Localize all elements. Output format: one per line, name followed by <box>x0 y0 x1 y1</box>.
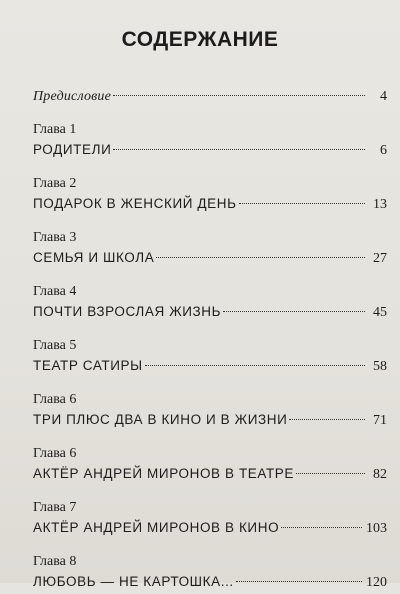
dot-leader <box>281 527 362 528</box>
toc-entry-chapter-7 <box>33 499 387 539</box>
dot-leader <box>113 149 365 150</box>
page-number: 120 <box>366 575 387 590</box>
toc-entry-chapter-4 <box>33 283 387 323</box>
toc-entry-chapter-6a <box>33 391 387 431</box>
chapter-label: Глава 6 <box>33 446 77 461</box>
dot-leader <box>289 419 365 420</box>
page-number: 27 <box>373 251 387 266</box>
chapter-title: ПОЧТИ ВЗРОСЛАЯ ЖИЗНЬ <box>33 304 222 319</box>
toc-entry-chapter-3 <box>33 229 387 269</box>
page-number: 103 <box>366 521 387 536</box>
chapter-label: Глава 6 <box>33 392 77 407</box>
chapter-title: ЛЮБОВЬ — НЕ КАРТОШКА... <box>33 574 234 589</box>
chapter-title: СЕМЬЯ И ШКОЛА <box>33 250 155 265</box>
dot-leader <box>296 473 365 474</box>
chapter-label: Глава 4 <box>33 284 77 299</box>
toc-entry-chapter-8 <box>33 553 387 593</box>
chapter-title: ТРИ ПЛЮС ДВА В КИНО И В ЖИЗНИ <box>33 412 288 427</box>
chapter-label: Глава 3 <box>33 230 77 245</box>
dot-leader <box>236 581 362 582</box>
toc-line <box>33 139 387 161</box>
toc-line <box>33 517 387 539</box>
toc-line <box>33 571 387 593</box>
toc-entry-chapter-2 <box>33 175 387 215</box>
toc-entry-chapter-1 <box>33 121 387 161</box>
dot-leader <box>145 365 365 366</box>
chapter-label: Глава 7 <box>33 500 77 515</box>
chapter-title: АКТЁР АНДРЕЙ МИРОНОВ В ТЕАТРЕ <box>33 466 295 481</box>
page-number: 6 <box>380 143 387 158</box>
page-number: 4 <box>380 89 387 104</box>
page-title: СОДЕРЖАНИЕ <box>121 28 279 51</box>
dot-leader <box>239 203 365 204</box>
chapter-label: Глава 1 <box>33 122 77 137</box>
page-number: 13 <box>373 197 387 212</box>
toc-line <box>33 463 387 485</box>
page-number: 71 <box>373 413 387 428</box>
toc-entry-chapter-5 <box>33 337 387 377</box>
preface-title: Предисловие <box>33 89 112 104</box>
chapter-label: Глава 8 <box>33 554 77 569</box>
chapter-title: РОДИТЕЛИ <box>33 142 112 157</box>
dot-leader <box>223 311 365 312</box>
toc-line <box>33 193 387 215</box>
page-number: 58 <box>373 359 387 374</box>
chapter-title: ТЕАТР САТИРЫ <box>33 358 143 373</box>
page-number: 45 <box>373 305 387 320</box>
chapter-title: ПОДАРОК В ЖЕНСКИЙ ДЕНЬ <box>33 196 237 211</box>
toc-line <box>33 355 387 377</box>
chapter-title: АКТЁР АНДРЕЙ МИРОНОВ В КИНО <box>33 520 280 535</box>
toc-line <box>33 409 387 431</box>
toc-entry-chapter-6b <box>33 445 387 485</box>
page-number: 82 <box>373 467 387 482</box>
dot-leader <box>156 257 365 258</box>
dot-leader <box>113 95 365 96</box>
chapter-label: Глава 5 <box>33 338 77 353</box>
toc-line <box>33 247 387 269</box>
table-of-contents <box>33 86 387 593</box>
toc-line <box>33 301 387 323</box>
chapter-label: Глава 2 <box>33 176 77 191</box>
toc-entry-preface <box>33 86 387 108</box>
toc-line <box>33 86 387 108</box>
